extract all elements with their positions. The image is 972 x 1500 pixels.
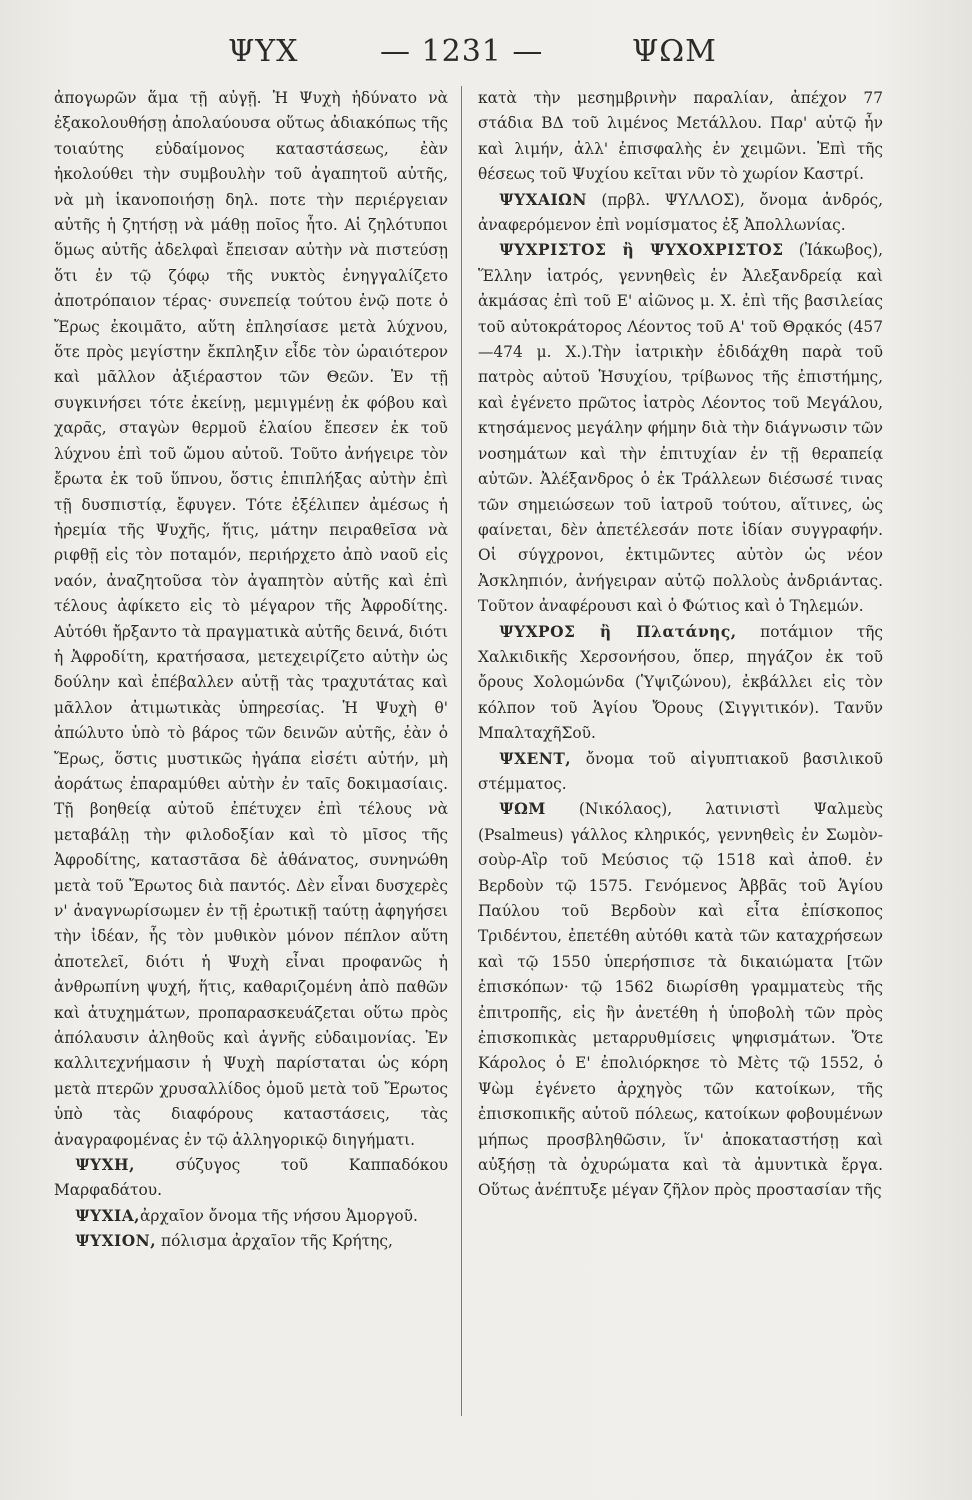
entry-text: πόλισμα ἀρχαῖον τῆς Κρήτης, — [156, 1232, 393, 1251]
page-header — [0, 34, 972, 78]
column-divider — [461, 86, 462, 1416]
dictionary-entry — [54, 1229, 448, 1254]
dictionary-entry — [478, 797, 883, 1204]
page-number: — 1231 — — [380, 34, 544, 69]
entry-text: ὄνομα τοῦ αἰγυπτιακοῦ βασιλικοῦ στέμματος. — [478, 749, 883, 793]
paragraph-text: ἀπογωρῶν ἅμα τῇ αὐγῇ. Ἡ Ψυχὴ ἠδύνατο νὰ ἐξακολουθήσῃ ἀπολαύουσα οὕτως ἀδιακόπως τῆς τοιαύτης εὐδαίμονος καταστάσεως, ἐὰν ἠκολούθει τὴν συμβουλὴν τοῦ ἀγαπητοῦ αὐτῆς, νὰ μὴ ἱκανοποιήσῃ δηλ. ποτε τὴν περιέργειαν αὐτῆς ἡ ζητήσῃ νὰ μάθῃ ποῖος ἦτο. Αἱ ζηλότυποι ὅμως αὐτῆς ἀδελφαὶ ἔπεισαν αὐτὴν νὰ πιστεύσῃ ὅτι ἐν τῷ ζόφῳ τῆς νυκτὸς ἐνηγγαλίζετο ἀποτρόπαιον τέρας· συνεπείᾳ τούτου ἐνῷ ποτε ὁ Ἔρως ἐκοιμᾶτο, αὕτη ἐπλησίασε μετὰ λύχνου, ὅτε πρὸς μεγίστην ἔκπληξιν εἶδε τὸν ὡραιότερον καὶ μᾶλλον ἀξιέραστον τῶν Θεῶν. Ἐν τῇ συγκινήσει τότε ἐκείνῃ, μεμιγμένῃ ἐκ φόβου καὶ χαρᾶς, σταγὼν θερμοῦ ἐλαίου ἔπεσεν ἐκ τοῦ λύχνου ἐπὶ τοῦ ὤμου αὐτοῦ. Τοῦτο ἀνήγειρε τὸν ἔρωτα ἐκ τοῦ ὕπνου, ὅστις ἐπιπλήξας αὐτὴν ἐπὶ τῇ δυσπιστίᾳ, ἔφυγεν. Τότε ἐξέλιπεν ἀμέσως ἡ ἠρεμία τῆς Ψυχῆς, ἥτις, μάτην πειραθεῖσα νὰ ριφθῇ εἰς τὸν ποταμόν, περιήρχετο ἀπὸ ναοῦ εἰς ναόν, ἀναζητοῦσα τὸν ἀγαπητὸν αὐτῆς καὶ ἐπὶ τέλους ἀφίκετο εἰς τὸ μέγαρον τῆς Ἀφροδίτης. Αὐτόθι ἤρξαντο τὰ πραγματικὰ αὐτῆς δεινά, διότι ἡ Ἀφροδίτη, κρατήσασα, μετεχειρίζετο αὐτὴν ὡς δούλην καὶ ἐπέβαλλεν αὐτῇ τὰς τραχυτάτας καὶ μᾶλλον ἀτιμωτικὰς ὑπηρεσίας. Ἡ Ψυχὴ θ' ἀπώλυτο ὑπὸ τὸ βάρος τῶν δεινῶν αὐτῆς, ἐὰν ὁ Ἔρως, ὅστις μυστικῶς ἠγάπα εἰσέτι αὐτήν, μὴ ἀοράτως ἐπαραμύθει αὐτὴν ἐν ταῖς δοκιμασίαις. Τῇ βοηθείᾳ αὐτοῦ ἐπέτυχεν ἐπὶ τέλους νὰ μεταβάλῃ τὴν φιλοδοξίαν καὶ τὸ μῖσος τῆς Ἀφροδίτης, καταστᾶσα δὲ ἀθάνατος, συνηνώθη μετὰ τοῦ Ἔρωτος διὰ παντός. Δὲν εἶναι δυσχερὲς ν' ἀναγνωρίσωμεν ἐν τῇ ἐρωτικῇ ταύτῃ ἀφηγήσει τὴν ἰδέαν, ἧς τὸν μυθικὸν μόνον πέπλον αὕτη ἀποτελεῖ, διότι ἡ Ψυχὴ εἶναι προφανῶς ἡ ἀνθρωπίνη ψυχή, ἥτις, καθαριζομένη ἀπὸ παθῶν καὶ ἀτυχημάτων, προπαρασκευάζεται οὕτω πρὸς ἀπόλαυσιν ἀληθοῦς καὶ ἁγνῆς εὐδαιμονίας. Ἐν καλλιτεχνήμασιν ἡ Ψυχὴ παρίσταται ὡς κόρη μετὰ πτερῶν χρυσαλλίδος ὁμοῦ μετὰ τοῦ Ἔρωτος ὑπὸ τὰς διαφόρους καταστάσεις, τὰς ἀναγραφομένας ἐν τῷ ἀλληγορικῷ διηγήματι. — [54, 89, 448, 1149]
entry-text: ἀρχαῖον ὄνομα τῆς νήσου Ἀμοργοῦ. — [140, 1206, 418, 1225]
entry-headword: ΨΥΧΙΑ, — [75, 1206, 141, 1225]
right-column — [478, 86, 883, 1204]
dictionary-entry — [478, 620, 883, 747]
left-column — [54, 86, 448, 1255]
entry-headword: ΨΧΕΝΤ, — [499, 749, 572, 768]
entry-headword: ΨΥΧΙΟΝ, — [75, 1232, 157, 1251]
entry-text: (πρβλ. ΨΥΛΛΟΣ), ὄνομα ἀνδρός, ἀναφερόμενον ἐπὶ νομίσματος ἐξ Ἀπολλωνίας. — [478, 190, 883, 235]
right-guide-word: ΨΩΜ — [632, 34, 717, 69]
entry-headword: ΨΥΧΡΟΣ ἢ Πλατάνης, — [499, 622, 737, 641]
body-paragraph — [54, 86, 448, 1153]
dictionary-entry — [478, 747, 883, 798]
dictionary-entry — [54, 1204, 448, 1229]
entry-text: σύζυγος τοῦ Καππαδόκου Μαρφαδάτου. — [54, 1156, 448, 1200]
body-paragraph — [478, 86, 883, 188]
dictionary-entry — [54, 1153, 448, 1204]
entry-text: (Ἰάκωβος), Ἕλλην ἰατρός, γεννηθεὶς ἐν Ἀλεξανδρείᾳ καὶ ἀκμάσας ἐπὶ τοῦ Ε' αἰῶνος μ. Χ. ἐπὶ τῆς βασιλείας τοῦ αὐτοκράτορος Λέοντος τοῦ Α' τοῦ Θρᾳκός (457—474 μ. Χ.).Τὴν ἰατρικὴν ἐδιδάχθη παρὰ τοῦ πατρὸς αὐτοῦ Ἡσυχίου, τρίβωνος τῆς ἐπιστήμης, καὶ ἐγένετο πρῶτος ἰατρὸς Λέοντος τοῦ Μεγάλου, κτησάμενος μεγάλην φήμην διὰ τὴν διάγνωσιν τῶν νοσημάτων καὶ τὴν ἐπιτυχίαν ἐν τῇ θεραπείᾳ αὐτῶν. Ἀλέξανδρος ὁ ἐκ Τράλλεων διέσωσέ τινας τῶν σημειώσεων τοῦ ἰατροῦ τούτου, αἵτινες, ὡς φαίνεται, δὲν ἀπετέλεσάν ποτε ἰδίαν συγγραφήν. Οἱ σύγχρονοι, ἐκτιμῶντες αὐτὸν ὡς νέον Ἀσκληπιόν, ἀνήγειραν αὐτῷ πολλοὺς ἀνδριάντας. Τοῦτον ἀναφέρουσι καὶ ὁ Φώτιος καὶ ὁ Τηλεμών. — [478, 241, 883, 616]
entry-headword: ΨΩΜ — [499, 800, 546, 819]
left-guide-word: ΨΥΧ — [228, 34, 299, 69]
paragraph-text: κατὰ τὴν μεσημβρινὴν παραλίαν, ἀπέχον 77 στάδια ΒΔ τοῦ λιμένος Μετάλλου. Παρ' αὐτῷ ἦν καὶ λιμήν, ἀλλ' ἐπισφαλὴς ἐν χειμῶνι. Ἐπὶ τῆς θέσεως τοῦ Ψυχίου κεῖται νῦν τὸ χωρίον Καστρί. — [478, 89, 883, 184]
entry-headword: ΨΥΧΡΙΣΤΟΣ ἢ ΨΥΧΟΧΡΙΣΤΟΣ — [499, 241, 784, 260]
entry-headword: ΨΥΧΑΙΩΝ — [499, 190, 587, 209]
dictionary-entry — [478, 238, 883, 619]
entry-headword: ΨΥΧΗ, — [75, 1156, 135, 1175]
entry-text: ποτάμιον τῆς Χαλκιδικῆς Χερσονήσου, ὅπερ, πηγάζον ἐκ τοῦ ὄρους Χολομώνδα (Ὑψιζώνου), ἐκβάλλει εἰς τὸν κόλπον τοῦ Ἁγίου Ὄρους (Σιγγιτικόν). Τανῦν ΜπαλταχῆΣοῦ. — [478, 622, 884, 743]
entry-text: (Νικόλαος), λατινιστὶ Ψαλμεὺς (Psalmeus) γάλλος κληρικός, γεννηθεὶς ἐν Σωμὸν-σοὺρ-Αἲρ τοῦ Μεύσιος τῷ 1518 καὶ ἀποθ. ἐν Βερδοὺν τῷ 1575. Γενόμενος Ἀββᾶς τοῦ Ἁγίου Παύλου τοῦ Βερδοὺν καὶ εἶτα ἐπίσκοπος Τριδέντου, ἐπετέθη αὐτόθι κατὰ τῶν καταχρήσεων καὶ τῷ 1550 ὑπερήσπισε τὰ δικαιώματα [τῶν ἐπισκόπων· τῷ 1562 διωρίσθη γραμματεὺς τῆς ἐπιτροπῆς, εἰς ἣν ἀνετέθη ἡ ὑποβολὴ τῶν πρὸς ἐπισκοπικὰς μεταρρυθμίσεις ψηφισμάτων. Ὅτε Κάρολος ὁ Ε' ἐπολιόρκησε τὸ Μὲτς τῷ 1552, ὁ Ψὼμ ἐγένετο ἀρχηγὸς τῶν κατοίκων, τῆς ἐπισκοπικῆς αὐτοῦ πόλεως, κατοίκων φοβουμένων μήπως προσβληθῶσιν, ἵν' ἀποκαταστήσῃ καὶ αὐξήσῃ τὰ ὀχυρώματα καὶ τὰ ἀμυντικὰ ἔργα. Οὕτως ἀνέπτυξε μέγαν ζῆλον πρὸς προστασίαν τῆς — [478, 800, 883, 1200]
dictionary-entry — [478, 188, 883, 239]
